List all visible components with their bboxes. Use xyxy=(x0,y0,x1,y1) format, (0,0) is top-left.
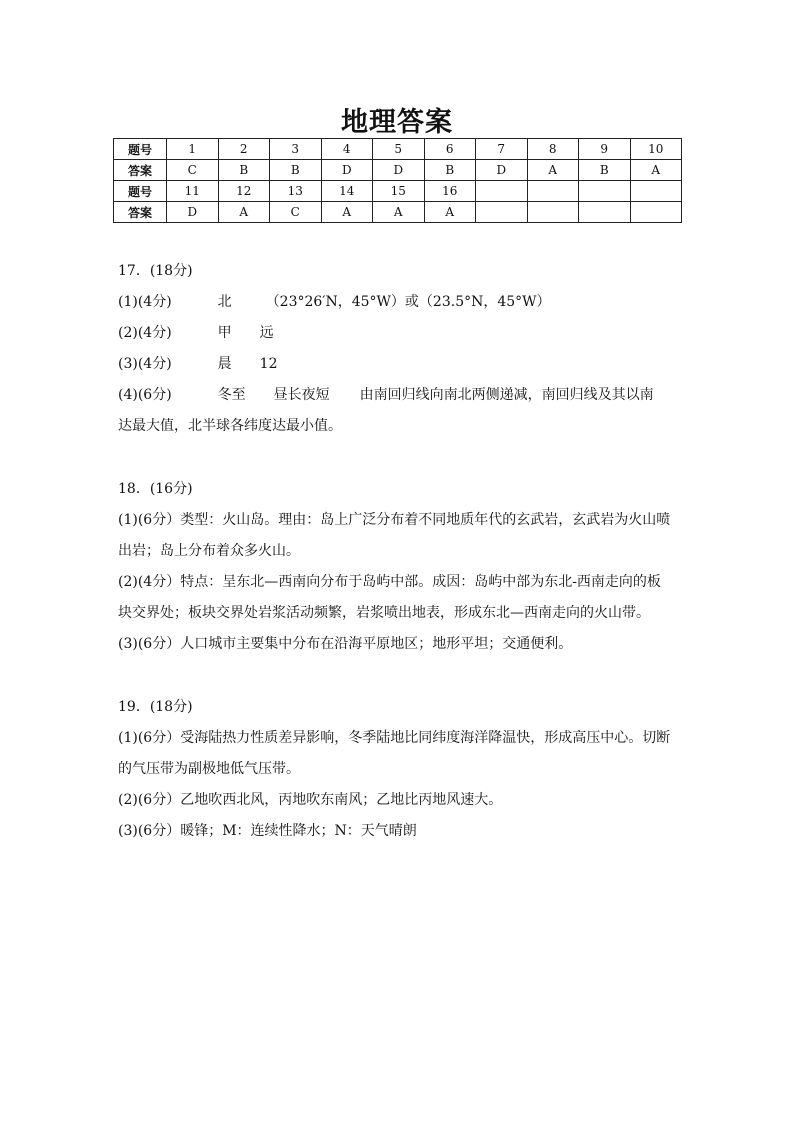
q17-part2-label: (2)(4分) xyxy=(118,325,172,341)
answer-table-cell: 10 xyxy=(630,139,682,160)
question-19-heading: 19．(18分) xyxy=(118,699,193,715)
q17-part2-answer-b: 远 xyxy=(259,325,274,341)
answer-table-cell: 12 xyxy=(218,181,270,202)
q18-part1-line2: 出岩；岛上分布着众多火山。 xyxy=(118,543,300,559)
answer-table-cell: B xyxy=(270,160,322,181)
question-18 xyxy=(118,474,678,660)
answer-table-cell: 4 xyxy=(321,139,373,160)
q17-part4-continued: 达最大值，北半球各纬度达最小值。 xyxy=(118,418,342,434)
answer-table-cell xyxy=(579,202,631,223)
q17-part3-label: (3)(4分) xyxy=(118,356,172,372)
q19-part1-line1: (1)(6分）受海陆热力性质差异影响，冬季陆地比同纬度海洋降温快，形成高压中心。切断 xyxy=(118,730,671,746)
answer-table-cell: 7 xyxy=(476,139,528,160)
answer-table-cell xyxy=(630,181,682,202)
answer-table-cell: B xyxy=(218,160,270,181)
answer-table-cell: A xyxy=(630,160,682,181)
answer-table xyxy=(113,138,682,223)
q17-part4-label: (4)(6分) xyxy=(118,387,172,403)
q17-part1-label: (1)(4分) xyxy=(118,294,172,310)
answer-table-cell: A xyxy=(321,202,373,223)
q19-part3: (3)(6分）暖锋；M：连续性降水；N：天气晴朗 xyxy=(118,823,417,839)
answer-table-cell: D xyxy=(167,202,219,223)
q17-part2 xyxy=(118,318,678,349)
q17-part3 xyxy=(118,349,678,380)
answer-table-cell xyxy=(527,202,579,223)
answer-table-row xyxy=(114,181,682,202)
q17-part4 xyxy=(118,380,678,411)
question-19 xyxy=(118,692,678,847)
answer-table-cell: 14 xyxy=(321,181,373,202)
answer-table-row-label: 题号 xyxy=(114,181,167,202)
q17-part4-answer-b: 昼长夜短 xyxy=(273,387,330,403)
answer-table-cell: D xyxy=(373,160,425,181)
answer-table-cell: C xyxy=(167,160,219,181)
answer-table-cell: 16 xyxy=(424,181,476,202)
q19-part2: (2)(6分）乙地吹西北风，丙地吹东南风；乙地比丙地风速大。 xyxy=(118,792,503,808)
q17-part4-answer-c: 由南回归线向南北两侧递减，南回归线及其以南 xyxy=(359,387,654,403)
q17-part4-answer-a: 冬至 xyxy=(217,387,246,403)
answer-table-cell: A xyxy=(424,202,476,223)
q18-part2-line2: 块交界处；板块交界处岩浆活动频繁，岩浆喷出地表，形成东北—西南走向的火山带。 xyxy=(118,605,650,621)
answer-table-cell xyxy=(579,181,631,202)
answer-table-cell: A xyxy=(373,202,425,223)
answer-table-cell: D xyxy=(321,160,373,181)
answer-table-cell xyxy=(476,202,528,223)
question-17-heading: 17．(18分) xyxy=(118,263,193,279)
answer-table-cell: A xyxy=(218,202,270,223)
page-title: 地理答案 xyxy=(341,107,453,138)
answer-table-cell: 13 xyxy=(270,181,322,202)
answer-table-cell: C xyxy=(270,202,322,223)
q17-part2-answer-a: 甲 xyxy=(217,325,232,341)
answer-table-row-label: 题号 xyxy=(114,139,167,160)
q17-part3-answer-b: 12 xyxy=(259,356,278,372)
answer-table-cell: 1 xyxy=(167,139,219,160)
answer-table-row-label: 答案 xyxy=(114,202,167,223)
q17-part3-answer-a: 晨 xyxy=(217,356,232,372)
answer-table-cell: 6 xyxy=(424,139,476,160)
answer-table-cell: B xyxy=(424,160,476,181)
q18-part1-line1: (1)(6分）类型：火山岛。理由：岛上广泛分布着不同地质年代的玄武岩，玄武岩为火山喷 xyxy=(118,512,671,528)
question-17 xyxy=(118,256,678,442)
q17-part1-answer-a: 北 xyxy=(217,294,232,310)
q19-part1-line2: 的气压带为副极地低气压带。 xyxy=(118,761,300,777)
answer-table-cell: 11 xyxy=(167,181,219,202)
q17-part1-answer-b: （23°26′N，45°W）或（23.5°N，45°W） xyxy=(265,294,551,310)
answer-table-row xyxy=(114,139,682,160)
answer-table-cell: 8 xyxy=(527,139,579,160)
answer-table-row xyxy=(114,160,682,181)
answer-table-cell: 2 xyxy=(218,139,270,160)
question-18-heading: 18．(16分) xyxy=(118,481,193,497)
answer-table-cell: A xyxy=(527,160,579,181)
q17-part1 xyxy=(118,287,678,318)
answer-table-cell xyxy=(476,181,528,202)
answer-table-cell: 3 xyxy=(270,139,322,160)
answer-table-cell: 5 xyxy=(373,139,425,160)
answer-table-row-label: 答案 xyxy=(114,160,167,181)
answer-table-cell xyxy=(630,202,682,223)
q18-part2-line1: (2)(4分）特点：呈东北—西南向分布于岛屿中部。成因：岛屿中部为东北-西南走向的板 xyxy=(118,574,661,590)
q18-part3: (3)(6分）人口城市主要集中分布在沿海平原地区；地形平坦；交通便利。 xyxy=(118,636,573,652)
answer-table-cell: B xyxy=(579,160,631,181)
answer-table-cell: 15 xyxy=(373,181,425,202)
answer-table-cell xyxy=(527,181,579,202)
answer-table-row xyxy=(114,202,682,223)
answer-table-cell: 9 xyxy=(579,139,631,160)
answer-table-cell: D xyxy=(476,160,528,181)
